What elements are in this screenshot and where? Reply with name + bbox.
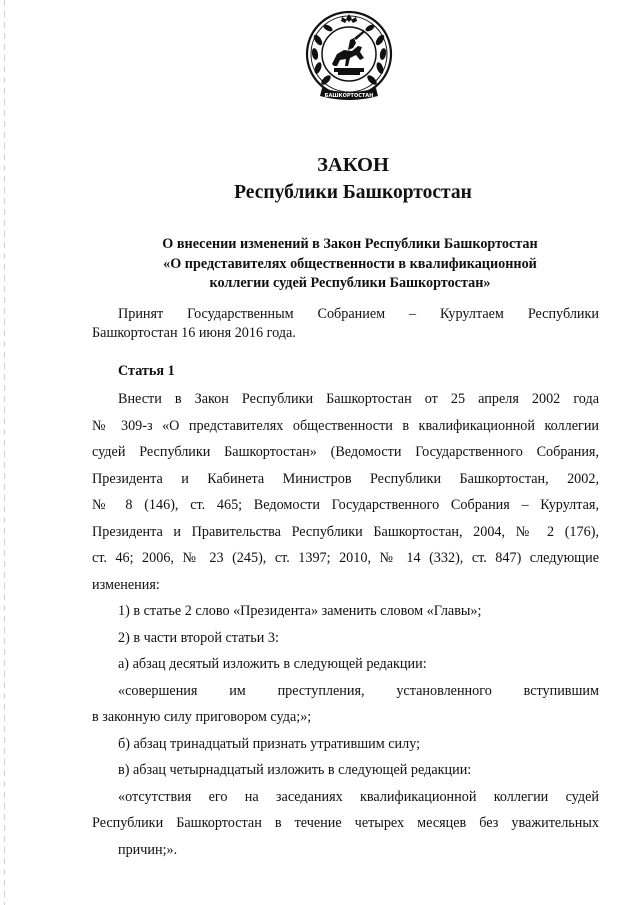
body-line: изменения: (92, 576, 160, 593)
article-heading: Статья 1 (118, 363, 175, 379)
body-line: № 309-з «О представителях общественности в квалификационной коллегии (92, 417, 599, 434)
emblem-ribbon-text: БАШКОРТОСТАН (324, 93, 374, 99)
body-line: Внести в Закон Республики Башкортостан от 25 апреля 2002 года (118, 391, 599, 407)
adoption-line: Башкортостан 16 июня 2016 года. (92, 325, 296, 341)
article-body (92, 391, 599, 868)
bashkortostan-coat-of-arms-icon (304, 10, 394, 106)
body-line: Президента и Кабинета Министров Республики Башкортостан, 2002, (92, 470, 599, 487)
subtitle-line: О внесении изменений в Закон Республики Башкортостан (162, 236, 538, 252)
body-line: в) абзац четырнадцатый изложить в следующей редакции: (118, 762, 472, 778)
body-line: Республики Башкортостан в течение четырех месяцев без уважительных (92, 815, 599, 831)
coat-of-arms-emblem (304, 10, 394, 106)
adoption-line: Принят Государственным Собранием – Курултаем Республики (118, 306, 599, 322)
body-line: причин;». (118, 841, 178, 858)
body-line: в законную силу приговором суда;»; (92, 709, 312, 725)
scan-edge (4, 0, 5, 905)
subtitle-line: коллегии судей Республики Башкортостан» (209, 275, 491, 291)
body-line: б) абзац тринадцатый признать утратившим силу; (118, 735, 421, 752)
body-line: судей Республики Башкортостан» (Ведомости Государственного Собрания, (92, 444, 599, 460)
body-line: а) абзац десятый изложить в следующей редакции: (118, 656, 427, 672)
body-line: «отсутствия его на заседаниях квалификационной коллегии судей (118, 788, 599, 805)
body-line: № 8 (146), ст. 465; Ведомости Государственного Собрания – Курултая, (92, 497, 599, 513)
body-line: Президента и Правительства Республики Башкортостан, 2004, № 2 (176), (92, 523, 599, 540)
body-line: ст. 46; 2006, № 23 (245), ст. 1397; 2010, № 14 (332), ст. 847) следующие (92, 550, 599, 566)
law-title-republic: Республики Башкортостан (234, 182, 472, 203)
law-title: ЗАКОН (317, 154, 389, 176)
subtitle-line: «О представителях общественности в квалификационной (163, 255, 537, 272)
body-line: «совершения им преступления, установленного вступившим (118, 682, 599, 699)
law-subtitle (0, 235, 640, 294)
adoption-paragraph (92, 306, 599, 342)
body-line: 1) в статье 2 слово «Президента» заменить словом «Главы»; (118, 603, 482, 619)
body-line: 2) в части второй статьи 3: (118, 629, 279, 646)
